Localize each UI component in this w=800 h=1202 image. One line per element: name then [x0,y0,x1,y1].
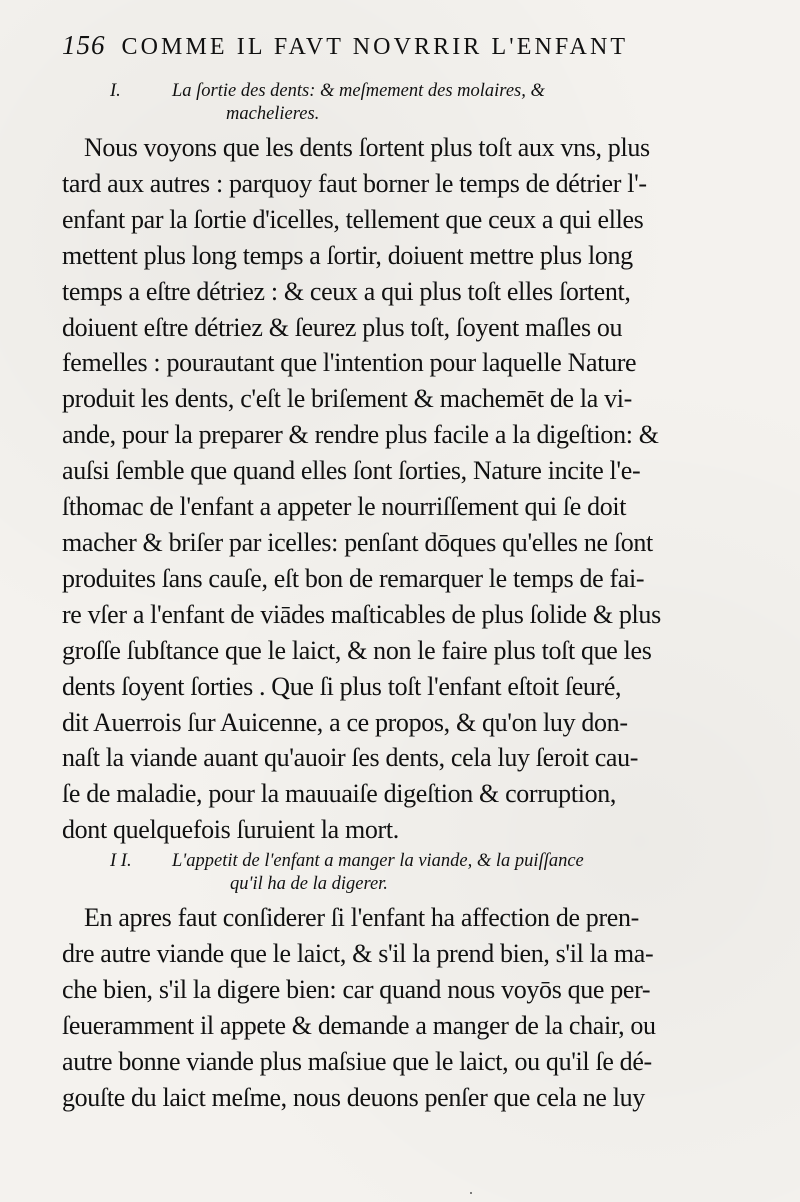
text-line: Nous voyons que les dents ſortent plus toſt aux vns, plus [84,133,650,162]
text-line: produites ſans cauſe, eſt bon de remarquer le temps de fai- [62,563,645,593]
text-line: groſſe ſubſtance que le laict, & non le faire plus toſt que les [62,635,652,665]
page-number: 156 [62,30,106,60]
text-line: ſthomac de l'enfant a appeter le nourriſſement qui ſe doit [62,492,627,522]
text-line: produit les dents, c'eſt le briſement & machemēt de la vi- [62,384,632,414]
section-2-body [62,900,764,1115]
running-head [62,30,756,64]
section-heading-text-line-1: L'appetit de l'enfant a manger la viande, & la puiſſance [172,851,584,871]
text-line: temps a eſtre détriez : & ceux a qui plus toſt elles ſortent, [62,276,631,306]
text-line: mettent plus long temps a ſortir, doiuent mettre plus long [62,240,633,270]
section-heading-2 [110,850,754,896]
text-line: naſt la viande auant qu'auoir ſes dents, cela luy ſeroit cau- [62,743,639,773]
text-line: doiuent eſtre détriez & ſeurez plus toſt, ſoyent maſles ou [62,312,623,342]
text-line: ſeueramment il appete & demande a manger de la chair, ou [62,1010,656,1040]
text-line: tard aux autres : parquoy faut borner le temps de détrier l'- [62,168,647,198]
text-line: dre autre viande que le laict, & s'il la prend bien, s'il la ma- [62,938,654,968]
running-title: COMME IL FAVT NOVRRIR L'ENFANT [121,34,629,60]
text-line: re vſer a l'enfant de viādes maſticables de plus ſolide & plus [62,599,661,629]
section-heading-text-line-1: La ſortie des dents: & meſmement des molaires, & [172,81,545,101]
text-line: ande, pour la preparer & rendre plus facile a la digeſtion: & [62,420,659,450]
section-numeral: I. [110,81,121,101]
section-numeral: I I. [110,851,132,871]
text-line: autre bonne viande plus maſsiue que le laict, ou qu'il ſe dé- [62,1046,652,1076]
section-heading-text-line-2: machelieres. [226,104,320,124]
text-line: dont quelquefois ſuruient la mort. [62,815,399,845]
text-line: dents ſoyent ſorties . Que ſi plus toſt l'enfant eſtoit ſeuré, [62,671,622,701]
text-line: ſe de maladie, pour la mauuaiſe digeſtion & corruption, [62,779,617,809]
section-1-body [62,130,764,848]
section-heading-text-line-2: qu'il ha de la digerer. [230,874,388,894]
text-line: En apres faut conſiderer ſi l'enfant ha affection de pren- [84,903,639,932]
text-line: dit Auerrois ſur Auicenne, a ce propos, & qu'on luy don- [62,707,628,737]
text-line: enfant par la ſortie d'icelles, tellement que ceux a qui elles [62,204,644,234]
text-line: che bien, s'il la digere bien: car quand nous voyōs que per- [62,974,651,1004]
text-line: gouſte du laict meſme, nous deuons penſer que cela ne luy [62,1082,645,1112]
text-line: macher & briſer par icelles: penſant dōques qu'elles ne ſont [62,527,653,557]
section-heading-1 [110,80,754,126]
print-speck [470,1192,472,1194]
text-line: auſsi ſemble que quand elles ſont ſorties, Nature incite l'e- [62,456,641,486]
text-line: femelles : pourautant que l'intention pour laquelle Nature [62,348,637,378]
